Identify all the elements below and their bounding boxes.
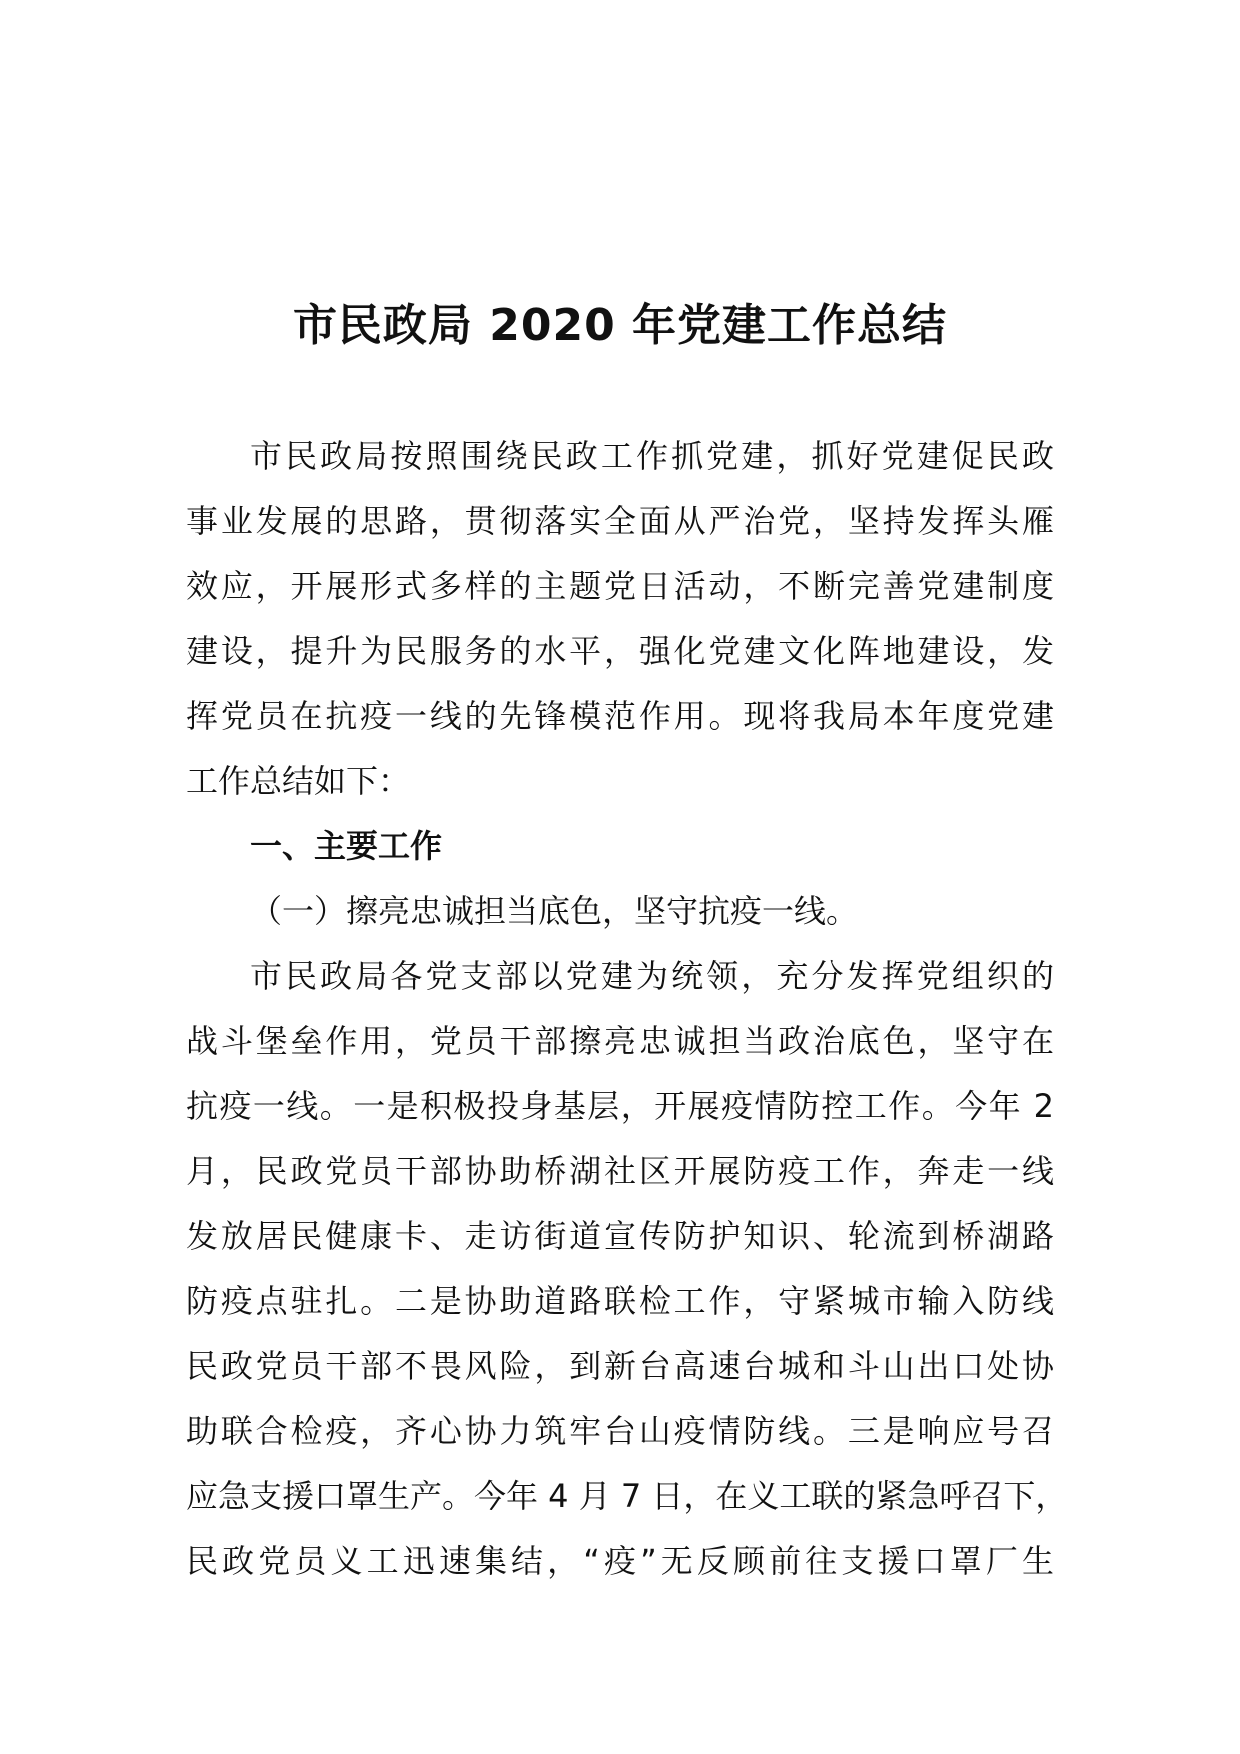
paragraph-line: 应急支援口罩生产。今年 4 月 7 日，在义工联的紧急呼召下， [186,1477,1068,1515]
paragraph-line: 防疫点驻扎。二是协助道路联检工作，守紧城市输入防线 [186,1282,1054,1320]
paragraph-line: 抗疫一线。一是积极投身基层，开展疫情防控工作。今年 2 [186,1087,1054,1125]
paragraph-line: 发放居民健康卡、走访街道宣传防护知识、轮流到桥湖路 [186,1217,1054,1255]
paragraph-line: 效应，开展形式多样的主题党日活动，不断完善党建制度 [186,567,1054,605]
document-title: 市民政局 2020 年党建工作总结 [292,300,948,351]
paragraph-line: 市民政局各党支部以党建为统领，充分发挥党组织的 [250,957,1054,995]
document-body [186,424,1068,1594]
paragraph-line: 民政党员干部不畏风险，到新台高速台城和斗山出口处协 [186,1347,1054,1385]
paragraph-line: 事业发展的思路，贯彻落实全面从严治党，坚持发挥头雁 [186,502,1054,540]
paragraph-line: 助联合检疫，齐心协力筑牢台山疫情防线。三是响应号召 [186,1412,1054,1450]
paragraph-line: 市民政局按照围绕民政工作抓党建，抓好党建促民政 [250,437,1054,475]
paragraph-line: 挥党员在抗疫一线的先锋模范作用。现将我局本年度党建 [186,697,1054,735]
section-heading: 一、主要工作 [250,827,443,865]
subsection-heading: （一）擦亮忠诚担当底色，坚守抗疫一线。 [250,892,859,930]
paragraph-line: 月，民政党员干部协助桥湖社区开展防疫工作，奔走一线 [186,1152,1054,1190]
paragraph-line: 战斗堡垒作用，党员干部擦亮忠诚担当政治底色，坚守在 [186,1022,1054,1060]
paragraph-line: 建设，提升为民服务的水平，强化党建文化阵地建设，发 [186,632,1054,670]
paragraph-line: 工作总结如下： [186,762,411,800]
paragraph-line: 民政党员义工迅速集结，“疫”无反顾前往支援口罩厂生 [186,1542,1054,1580]
